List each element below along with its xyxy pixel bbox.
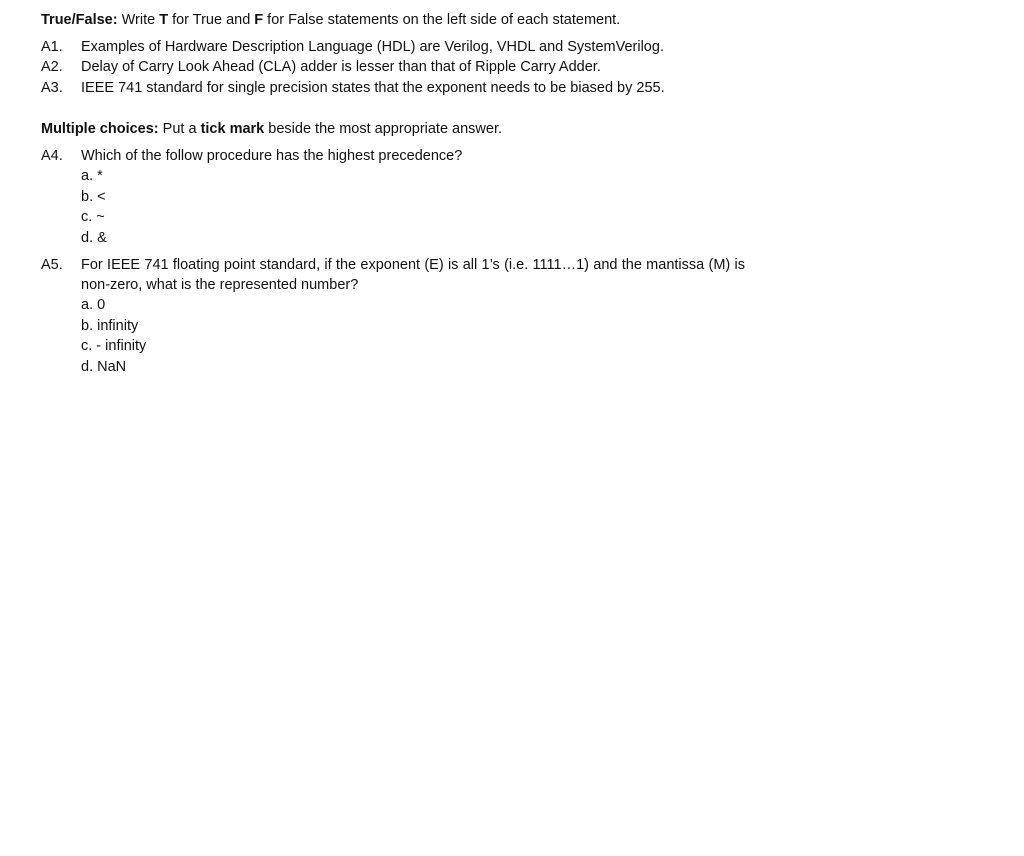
question-text: Which of the follow procedure has the highest precedence? <box>81 148 463 164</box>
question-number: A5. <box>41 257 63 273</box>
tf-instruction-post: for False statements on the left side of each statement. <box>263 12 621 28</box>
true-false-instructions <box>41 10 620 30</box>
mc-instruction-pre: Put a <box>158 121 201 137</box>
option-b[interactable]: b. < <box>81 188 106 205</box>
option-b[interactable]: b. infinity <box>81 317 139 334</box>
question-number: A1. <box>41 39 63 55</box>
mc-tick-mark: tick mark <box>200 121 265 137</box>
answer-options <box>81 166 761 248</box>
option-d[interactable]: d. & <box>81 229 107 246</box>
option-a[interactable]: a. 0 <box>81 297 106 313</box>
question-text: For IEEE 741 floating point standard, if the exponent (E) is all 1’s (i.e. 1111…1) and the mantissa (M) is non-zero, what is the represented number? <box>81 257 745 293</box>
question-a1 <box>41 37 761 57</box>
tf-f-letter: F <box>254 12 264 28</box>
question-a5 <box>41 255 761 377</box>
tf-t-letter: T <box>159 12 169 28</box>
question-number: A2. <box>41 59 63 75</box>
option-d[interactable]: d. NaN <box>81 358 127 375</box>
tf-instruction-mid: for True and <box>168 12 255 28</box>
question-number: A3. <box>41 80 63 96</box>
question-text: Examples of Hardware Description Language (HDL) are Verilog, VHDL and SystemVerilog. <box>81 39 664 55</box>
multiple-choice-heading: Multiple choices: <box>41 121 159 137</box>
tf-instruction-pre: Write <box>117 12 160 28</box>
answer-options <box>81 295 761 377</box>
option-c[interactable]: c. - infinity <box>81 338 147 354</box>
question-number: A4. <box>41 148 63 164</box>
question-text: IEEE 741 standard for single precision states that the exponent needs to be biased by 255. <box>81 80 665 96</box>
question-a2 <box>41 57 761 77</box>
question-text: Delay of Carry Look Ahead (CLA) adder is lesser than that of Ripple Carry Adder. <box>81 59 601 75</box>
true-false-heading: True/False: <box>41 12 118 28</box>
question-a3 <box>41 78 761 98</box>
question-a4 <box>41 146 761 248</box>
option-a[interactable]: a. * <box>81 168 103 184</box>
mc-instruction-post: beside the most appropriate answer. <box>264 121 503 137</box>
multiple-choice-instructions <box>41 119 502 139</box>
option-c[interactable]: c. ~ <box>81 209 105 225</box>
